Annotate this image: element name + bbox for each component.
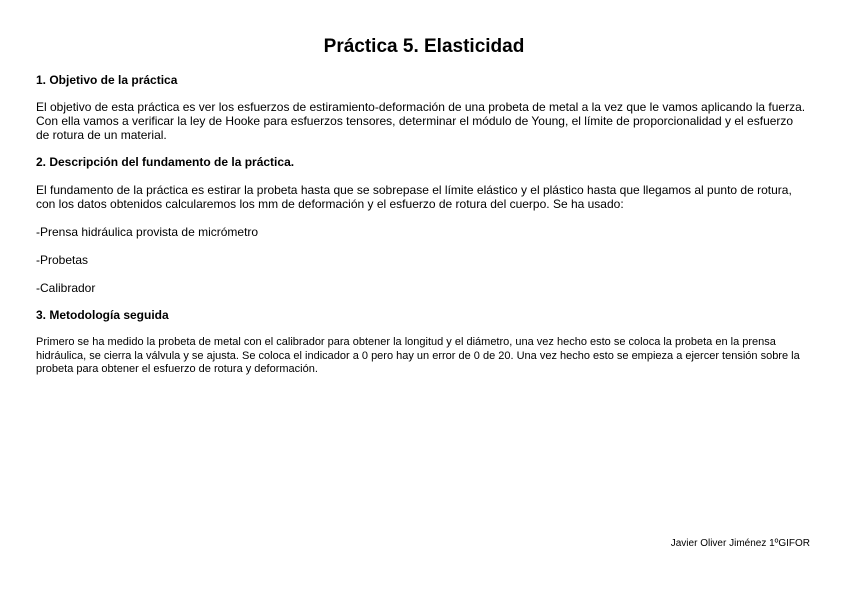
paragraph-line: Primero se ha medido la probeta de metal con el calibrador para obtener la longitud y el diámetro, una vez hecho esto se coloca la probeta en la prensa <box>36 336 776 348</box>
section-heading-fundamento: 2. Descripción del fundamento de la práctica. <box>36 155 295 169</box>
paragraph-line: hidráulica, se cierra la válvula y se ajusta. Se coloca el indicador a 0 pero hay un error de 0 de 20. Una vez hecho esto se empieza a ejercer tensión sobre la <box>36 349 800 362</box>
paragraph-line: con los datos obtenidos calcularemos los mm de deformación y el esfuerzo de rotura del cuerpo. Se ha usado: <box>36 197 624 211</box>
paragraph-line: Con ella vamos a verificar la ley de Hooke para esfuerzos tensores, determinar el módulo de Young, el límite de proporcionalidad y el esfuerzo <box>36 114 794 128</box>
paragraph-line: probeta para obtener el esfuerzo de rotura y deformación. <box>36 363 318 375</box>
section-paragraph-fundamento <box>36 183 816 211</box>
list-item-probetas: -Probetas <box>36 253 89 267</box>
page-title: Práctica 5. Elasticidad <box>323 36 525 57</box>
list-item-calibrador: -Calibrador <box>36 281 96 295</box>
section-heading-metodologia: 3. Metodología seguida <box>36 308 169 322</box>
paragraph-line: El objetivo de esta práctica es ver los esfuerzos de estiramiento-deformación de una probeta de metal a la vez que le vamos aplicando la fuerza. <box>36 100 806 114</box>
paragraph-line: El fundamento de la práctica es estirar la probeta hasta que se sobrepase el límite elástico y el plástico hasta que llegamos al punto de rotura, <box>36 183 792 197</box>
author-footer: Javier Oliver Jiménez 1ºGIFOR <box>670 538 810 549</box>
paragraph-line: de rotura de un material. <box>36 128 167 142</box>
section-heading-objetivo: 1. Objetivo de la práctica <box>36 73 178 87</box>
section-paragraph-metodologia <box>36 336 816 377</box>
section-paragraph-objetivo <box>36 100 816 142</box>
list-item-prensa: -Prensa hidráulica provista de micrómetro <box>36 225 259 239</box>
